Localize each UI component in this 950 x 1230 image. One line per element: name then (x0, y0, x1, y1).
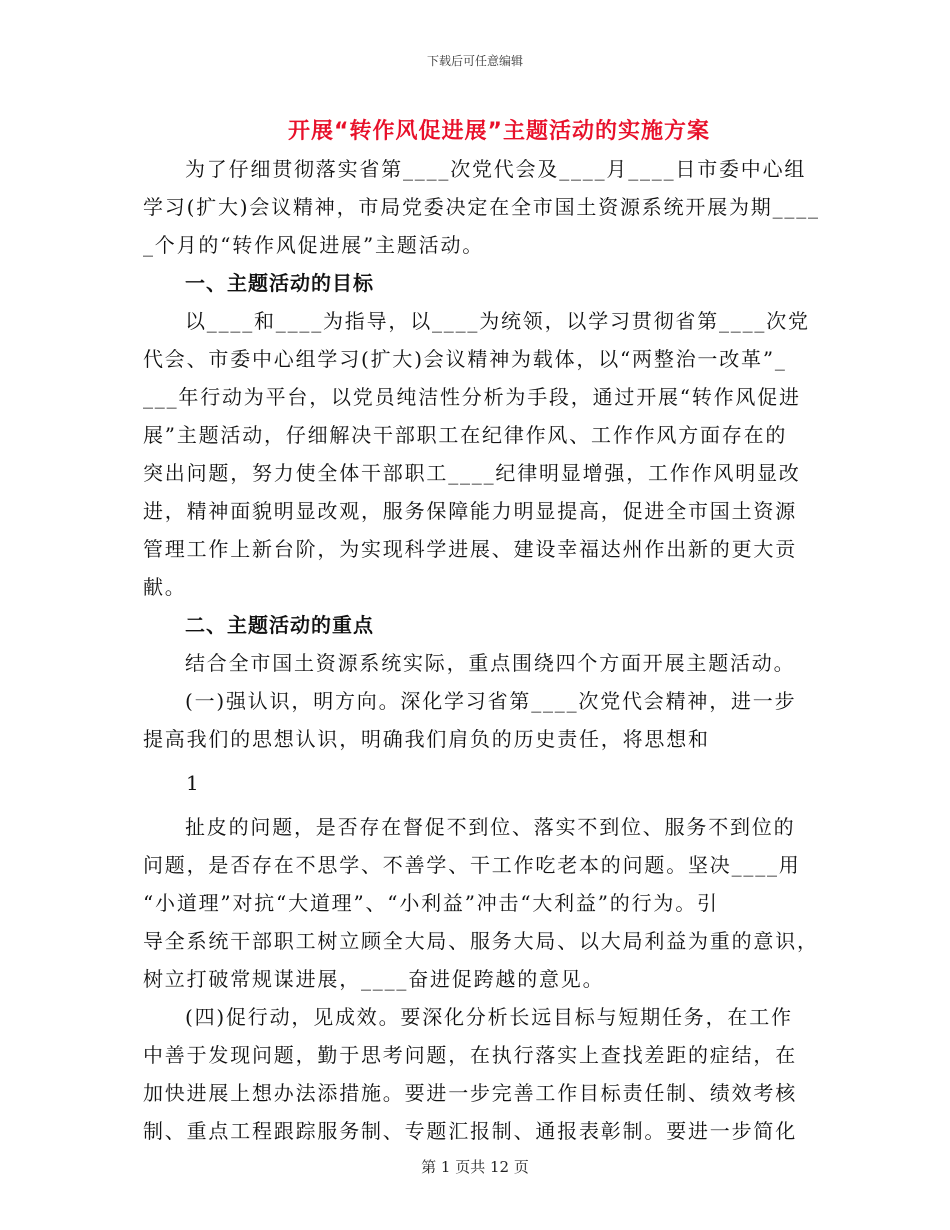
paragraph-line: 提高我们的思想认识，明确我们肩负的历史责任，将思想和 (143, 727, 710, 751)
paragraph-line: 为了仔细贯彻落实省第____次党代会及____月____日市委中心组 (185, 157, 807, 181)
paragraph-line: 学习(扩大)会议精神，市局党委决定在全市国土资源系统开展为期____ (143, 195, 820, 219)
paragraph-line: 结合全市国土资源系统实际，重点围绕四个方面开展主题活动。 (185, 651, 796, 675)
paragraph-line: 突出问题，努力使全体干部职工____纪律明显增强，工作作风明显改 (143, 461, 801, 485)
paragraph-line: 问题，是否存在不思学、不善学、干工作吃老本的问题。坚决____用 (143, 853, 801, 877)
paragraph-line: 导全系统干部职工树立顾全大局、服务大局、以大局利益为重的意识， (143, 929, 819, 953)
paragraph-line: 扯皮的问题，是否存在督促不到位、落实不到位、服务不到位的 (185, 815, 796, 839)
paragraph-line: 加快进展上想办法添措施。要进一步完善工作目标责任制、绩效考核 (143, 1081, 797, 1105)
paragraph-line: 以____和____为指导，以____为统领，以学习贯彻省第____次党 (185, 309, 810, 333)
document-title: 开展“转作风促进展”主题活动的实施方案 (288, 119, 710, 144)
paragraph-line: 代会、市委中心组学习(扩大)会议精神为载体，以“两整治一改革”_ (143, 347, 787, 371)
inline-page-number: 1 (186, 771, 199, 795)
paragraph-line: 制、重点工程跟踪服务制、专题汇报制、通报表彰制。要进一步简化 (143, 1119, 797, 1143)
section-heading: 一、主题活动的目标 (185, 271, 374, 295)
paragraph-line: 展”主题活动，仔细解决干部职工在纪律作风、工作作风方面存在的 (143, 423, 788, 447)
paragraph-line: _个月的“转作风促进展”主题活动。 (143, 233, 485, 257)
page-footer: 第 1 页共 12 页 (421, 1158, 529, 1176)
page-header-note: 下载后可任意编辑 (426, 54, 523, 68)
paragraph-line: 树立打破常规谋进展，____奋进促跨越的意见。 (143, 967, 605, 991)
paragraph-line: (四)促行动，见成效。要深化分析长远目标与短期任务，在工作 (185, 1005, 793, 1029)
paragraph-line: 献。 (143, 575, 187, 599)
paragraph-line: 进，精神面貌明显改观，服务保障能力明显提高，促进全市国土资源 (143, 499, 797, 523)
paragraph-line: ___年行动为平台，以党员纯洁性分析为手段，通过开展“转作风促进 (143, 385, 801, 409)
paragraph-line: 管理工作上新台阶，为实现科学进展、建设幸福达州作出新的更大贡 (143, 537, 797, 561)
paragraph-line: 中善于发现问题，勤于思考问题，在执行落实上查找差距的症结，在 (143, 1043, 797, 1067)
section-heading: 二、主题活动的重点 (185, 613, 374, 637)
paragraph-line: “小道理”对抗“大道理”、“小利益”冲击“大利益”的行为。引 (143, 891, 719, 915)
paragraph-line: (一)强认识，明方向。深化学习省第____次党代会精神，进一步 (185, 689, 797, 713)
